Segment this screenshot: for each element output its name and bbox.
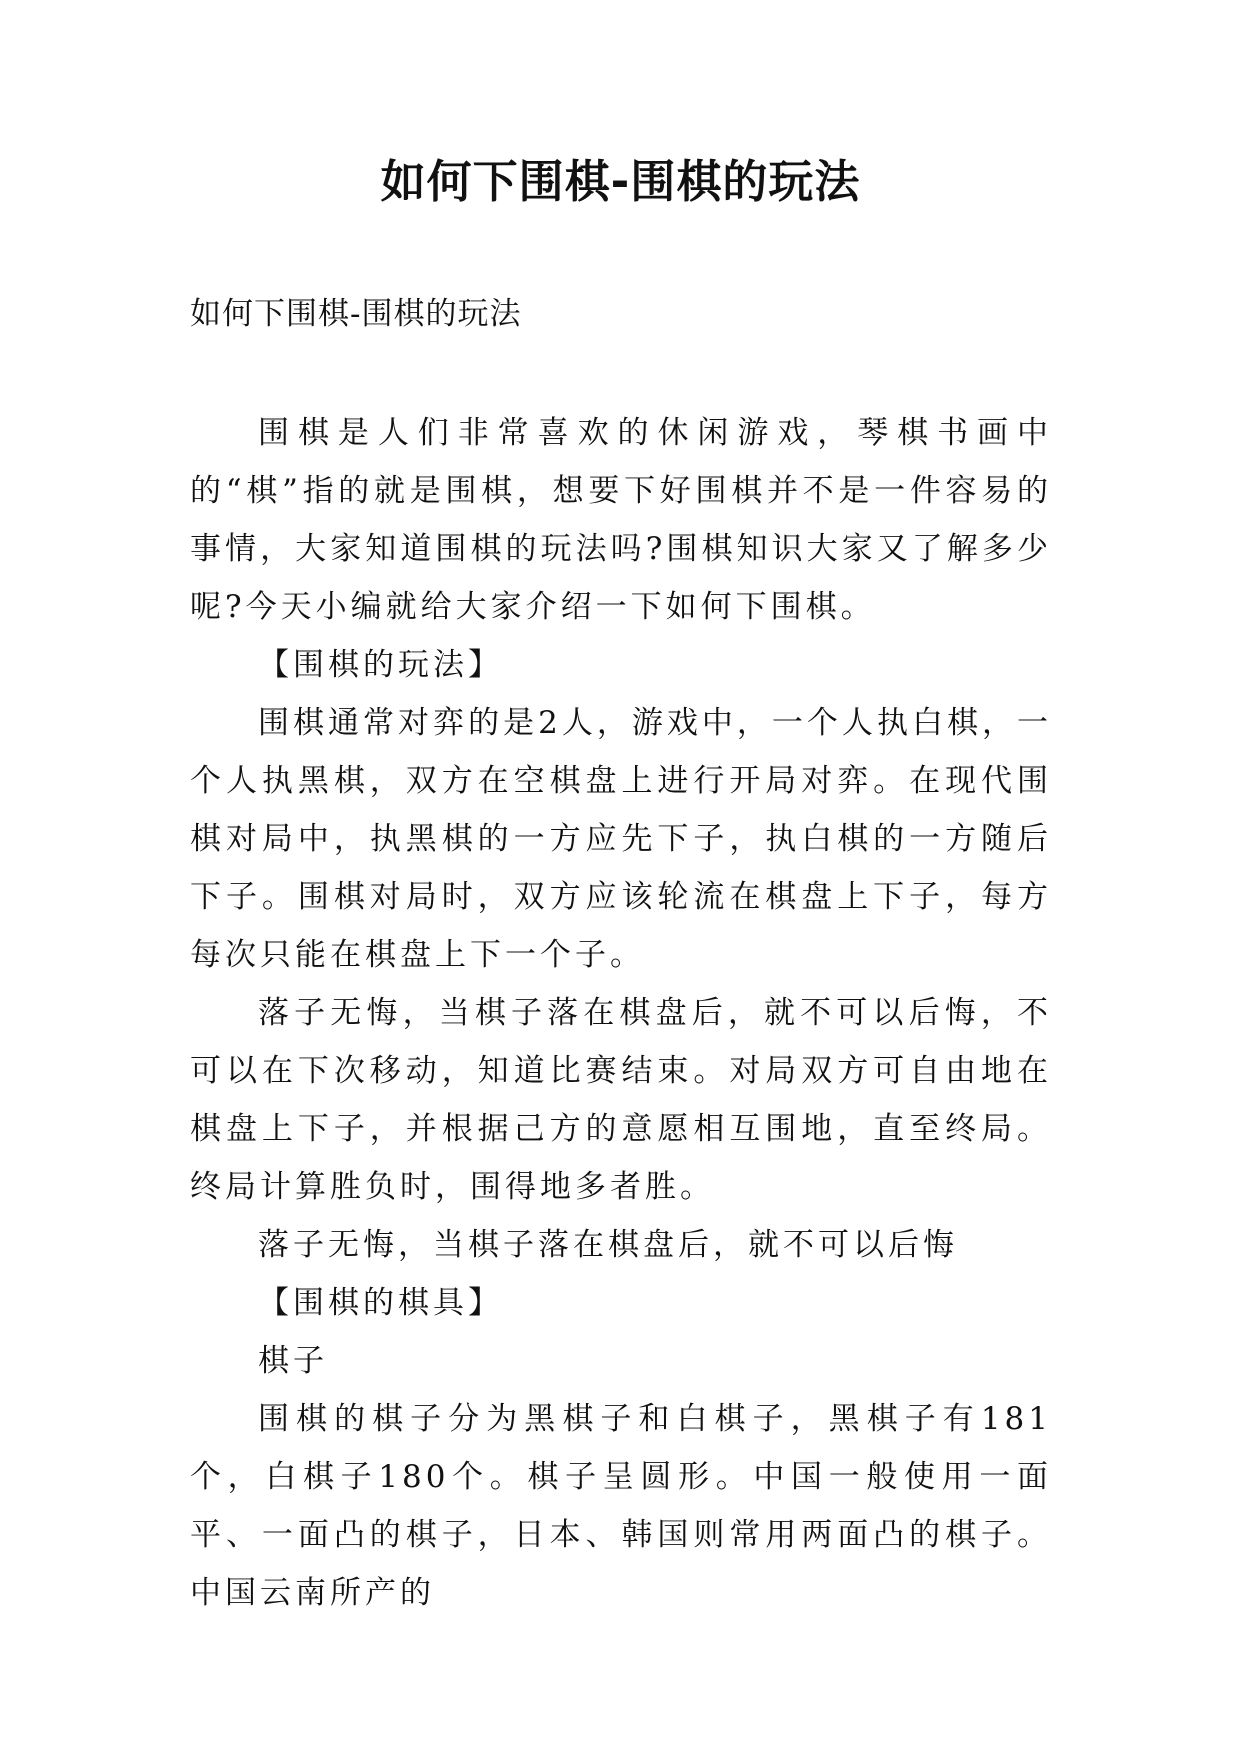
document-title: 如何下围棋-围棋的玩法 <box>380 155 861 208</box>
document-subtitle: 如何下围棋-围棋的玩法 <box>190 296 522 332</box>
section-heading-rules: 【围棋的玩法】 <box>258 647 503 683</box>
section-heading-equipment: 【围棋的棋具】 <box>258 1285 503 1321</box>
paragraph-no-regret-short: 落子无悔，当棋子落在棋盘后，就不可以后悔 <box>258 1227 958 1263</box>
paragraph-rules: 围棋通常对弈的是2人，游戏中，一个人执白棋，一个人执黑棋，双方在空棋盘上进行开局对弈。在现代围棋对局中，执黑棋的一方应先下子，执白棋的一方随后下子。围棋对局时，双方应该轮流在棋盘上下子，每方每次只能在棋盘上下一个子。 <box>190 705 1052 973</box>
paragraph-intro: 围棋是人们非常喜欢的休闲游戏，琴棋书画中的“棋”指的就是围棋，想要下好围棋并不是一件容易的事情，大家知道围棋的玩法吗?围棋知识大家又了解多少呢?今天小编就给大家介绍一下如何下围棋。 <box>190 415 1052 625</box>
paragraph-stones: 围棋的棋子分为黑棋子和白棋子，黑棋子有181个，白棋子180个。棋子呈圆形。中国一般使用一面平、一面凸的棋子，日本、韩国则常用两面凸的棋子。中国云南所产的 <box>190 1401 1052 1611</box>
paragraph-no-regret: 落子无悔，当棋子落在棋盘后，就不可以后悔，不可以在下次移动，知道比赛结束。对局双方可自由地在棋盘上下子，并根据己方的意愿相互围地，直至终局。终局计算胜负时，围得地多者胜。 <box>190 995 1052 1205</box>
subheading-stones: 棋子 <box>258 1343 328 1379</box>
document-body <box>190 404 1052 1622</box>
